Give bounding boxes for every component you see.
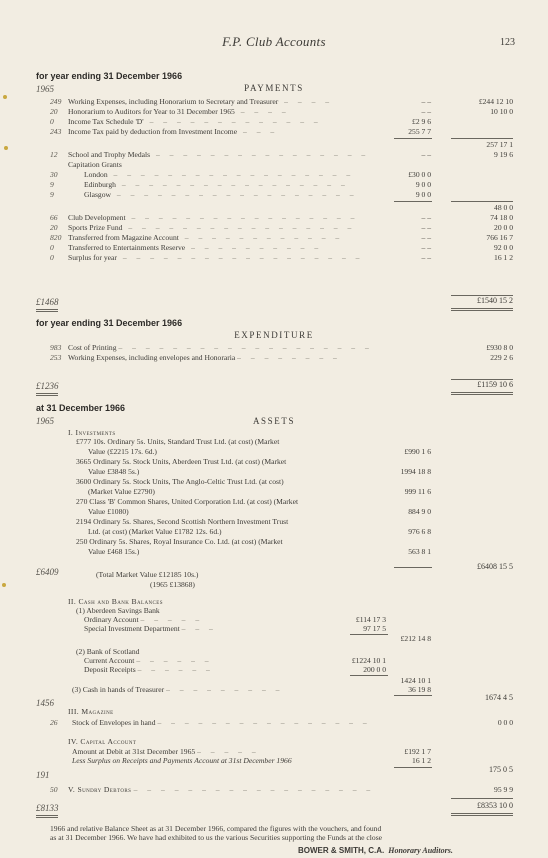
table-row: 48 0 0 (494, 203, 513, 212)
auditor-signature: BOWER & SMITH, C.A. Honorary Auditors. (298, 846, 453, 855)
cash-title: II. Cash and Bank Balances (68, 597, 163, 606)
assets-prior-year: 1965 (36, 416, 54, 426)
table-row: 820 Transferred from Magazine Account – – – – – – – – – – – – – – 766 16 7 (50, 233, 513, 242)
investment-line: Value (£2215 17s. 6d.) (88, 447, 157, 456)
table-row: 0 Surplus for year – – – – – – – – – – – – – – – – – – – – 16 1 2 (50, 253, 513, 262)
table-row: 243 Income Tax paid by deduction from Investment Income – – – 255 7 7 (50, 127, 431, 136)
market-total: (Total Market Value £12185 10s.) (96, 570, 199, 579)
cash-total: 1674 4 5 (485, 693, 513, 702)
table-row: Amount at Debit at 31st December 1965 – – – – – £192 1 7 (72, 747, 431, 756)
investment-line: 270 Class 'B' Common Shares, United Corporation Ltd. (at cost) (Market (76, 497, 299, 506)
table-row: 257 17 1 (486, 140, 513, 149)
assets-grand-total: £8353 10 0 (477, 801, 513, 810)
investment-line: Value £468 15s.) (88, 547, 140, 556)
payments-heading: for year ending 31 December 1966 (36, 71, 183, 81)
capital-prior: 191 (36, 770, 50, 780)
table-row: Less Surplus on Receipts and Payments Account at 31st December 1966 16 1 2 (72, 756, 431, 765)
assets-heading: at 31 December 1966 (36, 403, 126, 413)
table-row: Deposit Receipts – – – – – – 200 0 0 (84, 665, 386, 674)
investment-amount: 884 9 0 (408, 507, 431, 516)
table-row: 26 Stock of Envelopes in hand – – – – – – – – – – – – – – – – 0 0 0 (50, 718, 513, 727)
table-row: Current Account – – – – – – £1224 10 1 (84, 656, 386, 665)
table-row: 9 Glasgow – – – – – – – – – – – – – – – – – – 9 0 0 (50, 190, 431, 199)
investments-total: £6408 15 5 (477, 562, 513, 571)
investment-line: (Market Value £2790) (88, 487, 155, 496)
payments-prior-total: £1468 (36, 297, 59, 307)
investment-amount: 563 8 1 (408, 547, 431, 556)
table-row: 66 Club Development – – – – – – – – – – – – – – – – – – – 74 18 0 (50, 213, 513, 222)
payments-total: £1540 15 2 (477, 296, 513, 305)
savings-total: £212 14 8 (400, 634, 431, 643)
savings-bank-title: (1) Aberdeen Savings Bank (76, 606, 160, 615)
investment-line: Value £3848 5s.) (88, 467, 140, 476)
table-row: (3) Cash in hands of Treasurer – – – – – – – – – 36 19 8 (72, 685, 431, 694)
table-row: 0 Income Tax Schedule 'D' – – – – – – – – – – – – – £2 9 6 (50, 117, 431, 126)
investment-amount: £990 1 6 (404, 447, 431, 456)
table-row: 12 School and Trophy Medals – – – – – – – – – – – – – – – – – – 9 19 6 (50, 150, 513, 159)
table-row: Ordinary Account – – – – – £114 17 3 (84, 615, 386, 624)
investments-title: I. Investments (68, 428, 116, 437)
table-row: 9 Edinburgh – – – – – – – – – – – – – – – – – 9 0 0 (50, 180, 431, 189)
magazine-title: III. Magazine (68, 707, 114, 716)
scotland-total: 1424 10 1 (400, 676, 431, 685)
expenditure-heading: for year ending 31 December 1966 (36, 318, 183, 328)
investments-prior: £6409 (36, 567, 59, 577)
investment-amount: 1994 18 8 (400, 467, 431, 476)
capital-title: IV. Capital Account (68, 737, 137, 746)
table-row: 983 Cost of Printing – – – – – – – – – – – – – – – – – – – £930 8 0 (50, 343, 513, 352)
table-row: 0 Transferred to Entertainments Reserve – – – – – – – – – – – – 92 0 0 (50, 243, 513, 252)
margin-mark-icon (2, 583, 6, 587)
capital-total: 175 0 5 (489, 765, 513, 774)
investment-amount: 999 11 6 (404, 487, 431, 496)
table-row: 253 Working Expenses, including envelopes and Honoraria – – – – – – – – 229 2 6 (50, 353, 513, 362)
table-row: 249 Working Expenses, including Honorarium to Secretary and Treasurer – – – – – – £244 12 10 (50, 97, 513, 106)
assets-caption: ASSETS (252, 416, 296, 426)
table-row: 20 Honorarium to Auditors for Year to 31 December 1965 – – – – – – 10 10 0 (50, 107, 513, 116)
investment-amount: 976 6 8 (408, 527, 431, 536)
investment-line: 250 Ordinary 5s. Shares, Royal Insurance Co. Ltd. (at cost) (Market (76, 537, 283, 546)
expenditure-prior-total: £1236 (36, 381, 59, 391)
investment-line: 3665 Ordinary 5s. Stock Units, Aberdeen Trust Ltd. (at cost) (Market (76, 457, 287, 466)
investment-line: Value £1080) (88, 507, 129, 516)
audit-statement-line-1: 1966 and relative Balance Sheet as at 31 December 1966, compared the figures with the vouchers, and found (50, 824, 382, 833)
market-total-prior: (1965 £13868) (150, 580, 195, 589)
table-row: Capitation Grants (68, 160, 122, 169)
page-title: F.P. Club Accounts (222, 34, 326, 49)
bank-scotland-title: (2) Bank of Scotland (76, 647, 140, 656)
table-row: 50 V. Sundry Debtors – – – – – – – – – – – – – – – – – – 95 9 9 (50, 785, 513, 794)
investment-line: 2194 Ordinary 5s. Shares, Second Scottish Northern Investment Trust (76, 517, 289, 526)
investment-line: Ltd. (at cost) (Market Value £1782 12s. 6d.) (88, 527, 222, 536)
page-number: 123 (500, 37, 515, 48)
table-row: Special Investment Department – – – 97 17 5 (84, 624, 386, 633)
payments-caption: PAYMENTS (244, 83, 304, 93)
investment-line: £777 10s. Ordinary 5s. Units, Standard Trust Ltd. (at cost) (Market (76, 437, 280, 446)
audit-statement-line-2: as at 31 December 1966. We have had exhibited to us the various Securities supporting the Funds at the close (50, 833, 383, 842)
table-row: 30 London – – – – – – – – – – – – – – – – – – £30 0 0 (50, 170, 431, 179)
assets-prior-total: £8133 (36, 803, 59, 813)
table-row: 20 Sports Prize Fund – – – – – – – – – – – – – – – – – – – 20 0 0 (50, 223, 513, 232)
payments-prior-year: 1965 (36, 84, 54, 94)
expenditure-total: £1159 10 6 (477, 380, 513, 389)
cash-prior: 1456 (36, 698, 54, 708)
expenditure-caption: EXPENDITURE (234, 330, 314, 340)
investment-line: 3600 Ordinary 5s. Stock Units, The Anglo-Celtic Trust Ltd. (at cost) (76, 477, 284, 486)
